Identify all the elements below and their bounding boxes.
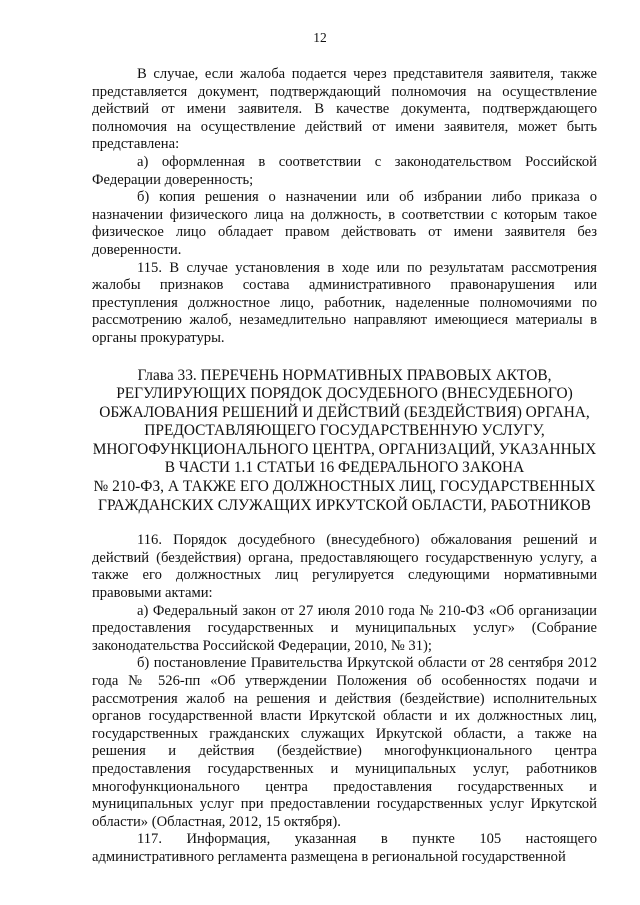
paragraph-117: 117. Информация, указанная в пункте 105 настоящего административного регламента размещена в региональной государственной [92, 831, 597, 865]
chapter-33-heading [92, 367, 597, 516]
heading-line: МНОГОФУНКЦИОНАЛЬНОГО ЦЕНТРА, ОРГАНИЗАЦИЙ, УКАЗАННЫХ [92, 440, 597, 458]
paragraph-item-a-federal-law: а) Федеральный закон от 27 июля 2010 года № 210-ФЗ «Об организации предоставления государственных и муниципальных услуг» (Собрание законодательства Российской Федерации, 2010, № 31); [92, 602, 597, 654]
paragraph-item-b-government-resolution: б) постановление Правительства Иркутской области от 28 сентября 2012 года № 526-пп «Об утверждении Положения об особенностях подачи и рассмотрения жалоб на решения и действия (бездействие) исполнительных органов государственной власти Иркутской области и их должностных лиц, государственных гражданских служащих Иркутской области, а также на решения и действия (бездействие) многофункционального центра предоставления государственных и муниципальных услуг, работников многофункционального центра предоставления государственных и муниципальных услуг при предоставлении государственных услуг Иркутской области» (Областная, 2012, 15 октября). [92, 655, 597, 830]
paragraph-115: 115. В случае установления в ходе или по результатам рассмотрения жалобы признаков состава административного правонарушения или преступления должностное лицо, работник, наделенные полномочиями по рассмотрению жалоб, незамедлительно направляют имеющиеся материалы в органы прокуратуры. [92, 259, 597, 346]
heading-line: Глава 33. ПЕРЕЧЕНЬ НОРМАТИВНЫХ ПРАВОВЫХ АКТОВ, [137, 366, 552, 384]
heading-line: В ЧАСТИ 1.1 СТАТЬИ 16 ФЕДЕРАЛЬНОГО ЗАКОНА [164, 459, 525, 477]
heading-line: ГРАЖДАНСКИХ СЛУЖАЩИХ ИРКУТСКОЙ ОБЛАСТИ, РАБОТНИКОВ [98, 496, 591, 514]
page-number: 12 [313, 30, 327, 45]
heading-line: ПРЕДОСТАВЛЯЮЩЕГО ГОСУДАРСТВЕННУЮ УСЛУГУ, [144, 422, 545, 440]
heading-line: № 210-ФЗ, А ТАКЖЕ ЕГО ДОЛЖНОСТНЫХ ЛИЦ, ГОСУДАРСТВЕННЫХ [93, 478, 596, 496]
paragraph-116: 116. Порядок досудебного (внесудебного) обжалования решений и действий (бездействия) органа, предоставляющего государственную услугу, а также его должностных лиц регулируется следующими нормативными правовыми актами: [92, 532, 597, 602]
document-body [92, 66, 597, 867]
heading-line: РЕГУЛИРУЮЩИХ ПОРЯДОК ДОСУДЕБНОГО (ВНЕСУДЕБНОГО) [116, 385, 573, 403]
paragraph-representative-document: В случае, если жалоба подается через представителя заявителя, также представляется документ, подтверждающий полномочия на осуществление действий от имени заявителя. В качестве документа, подтверждающего полномочия на осуществление действий от имени заявителя, может быть представлена: [92, 66, 597, 153]
paragraph-item-b-appointment-copy: б) копия решения о назначении или об избрании либо приказа о назначении физического лица на должность, в соответствии с которым такое физическое лицо обладает правом действовать от имени заявителя без доверенности. [92, 189, 597, 258]
paragraph-item-a-power-of-attorney: а) оформленная в соответствии с законодательством Российской Федерации доверенность; [92, 153, 597, 188]
heading-line: ОБЖАЛОВАНИЯ РЕШЕНИЙ И ДЕЙСТВИЙ (БЕЗДЕЙСТВИЯ) ОРГАНА, [99, 403, 590, 421]
